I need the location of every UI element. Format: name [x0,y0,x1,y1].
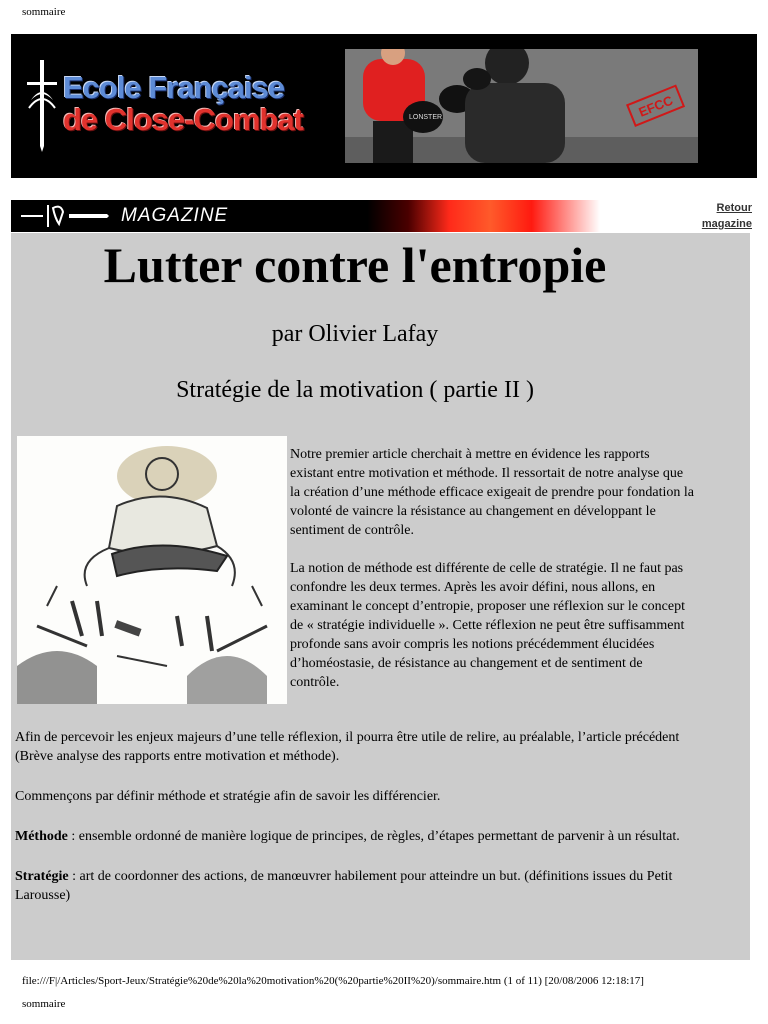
banner-photo [345,49,698,163]
body-paragraph: Commençons par définir méthode et stratégie afin de savoir les différencier. [15,789,441,804]
definition-strategie [15,867,699,905]
retour-link-line-2: magazine [701,218,752,230]
page-label-top: sommaire [22,6,66,18]
site-logo[interactable] [63,72,303,136]
body-paragraph: Afin de percevoir les enjeux majeurs d’une telle réflexion, il pourra être utile de relire, au préalable, l’article précédent (Brève analyse des rapports entre motivation et méthode). [15,730,680,764]
intro-paragraph: La notion de méthode est différente de celle de stratégie. Il ne faut pas confondre les deux termes. Après les avoir défini, nous allons, en examinant le concept d’entropie, proposer une réflexion sur le concept de « stratégie individuelle ». Cette réflexion ne peut être suffisamment profonde sans avoir compris les notions précédemment élucidées d’homéostasie, de résistance au changement et de sentiment de contrôle. [290,561,685,690]
logo-line-1: Ecole Française [63,70,285,105]
site-banner [11,34,757,178]
intro-paragraph: Notre premier article cherchait à mettre en évidence les rapports existant entre motivation et méthode. Il ressortait de notre analyse que la création d’une méthode efficace exigeait de prendre pour fondation la volonté de vaincre la résistance au changement en développant le sentiment de contrôle. [290,447,694,538]
article-author: par Olivier Lafay [271,321,439,347]
magazine-label: MAGAZINE [121,205,229,226]
definition-text: : ensemble ordonné de manière logique de principes, de règles, d’étapes permettant de parvenir à un résultat. [67,829,680,844]
page-label-bottom: sommaire [22,998,66,1010]
fighter-sketch-image [17,436,287,704]
article-body [15,728,699,926]
glove-text: LONSTER [409,114,443,121]
definition-methode [15,827,699,846]
sword-bar-icon [19,202,109,230]
intro-text [290,445,695,711]
article-title: Lutter contre l'entropie [103,237,607,293]
article-subtitle: Stratégie de la motivation ( partie II ) [176,377,534,403]
definition-text: : art de coordonner des actions, de manœuvrer habilement pour atteindre un but. (définitions issues du Petit Larousse) [15,869,673,903]
retour-link-line-1: Retour [716,202,752,214]
stamp-text: EFCC [636,92,675,120]
logo-line-2: de Close-Combat [63,102,303,137]
retour-magazine-link[interactable] [692,200,752,232]
article-content [11,233,750,960]
sword-emblem-icon [25,60,59,152]
article-illustration [17,436,287,704]
definition-term: Stratégie [15,869,69,884]
definition-term: Méthode [15,829,68,844]
footer-url: file:///F|/Articles/Sport-Jeux/Stratégie%20de%20la%20motivation%20(%20partie%20II%20)/sommaire.htm (1 of 11) [20/08/2006 12:18:17] [22,975,644,987]
magazine-bar [11,200,696,232]
boxing-scene-image [345,49,698,163]
